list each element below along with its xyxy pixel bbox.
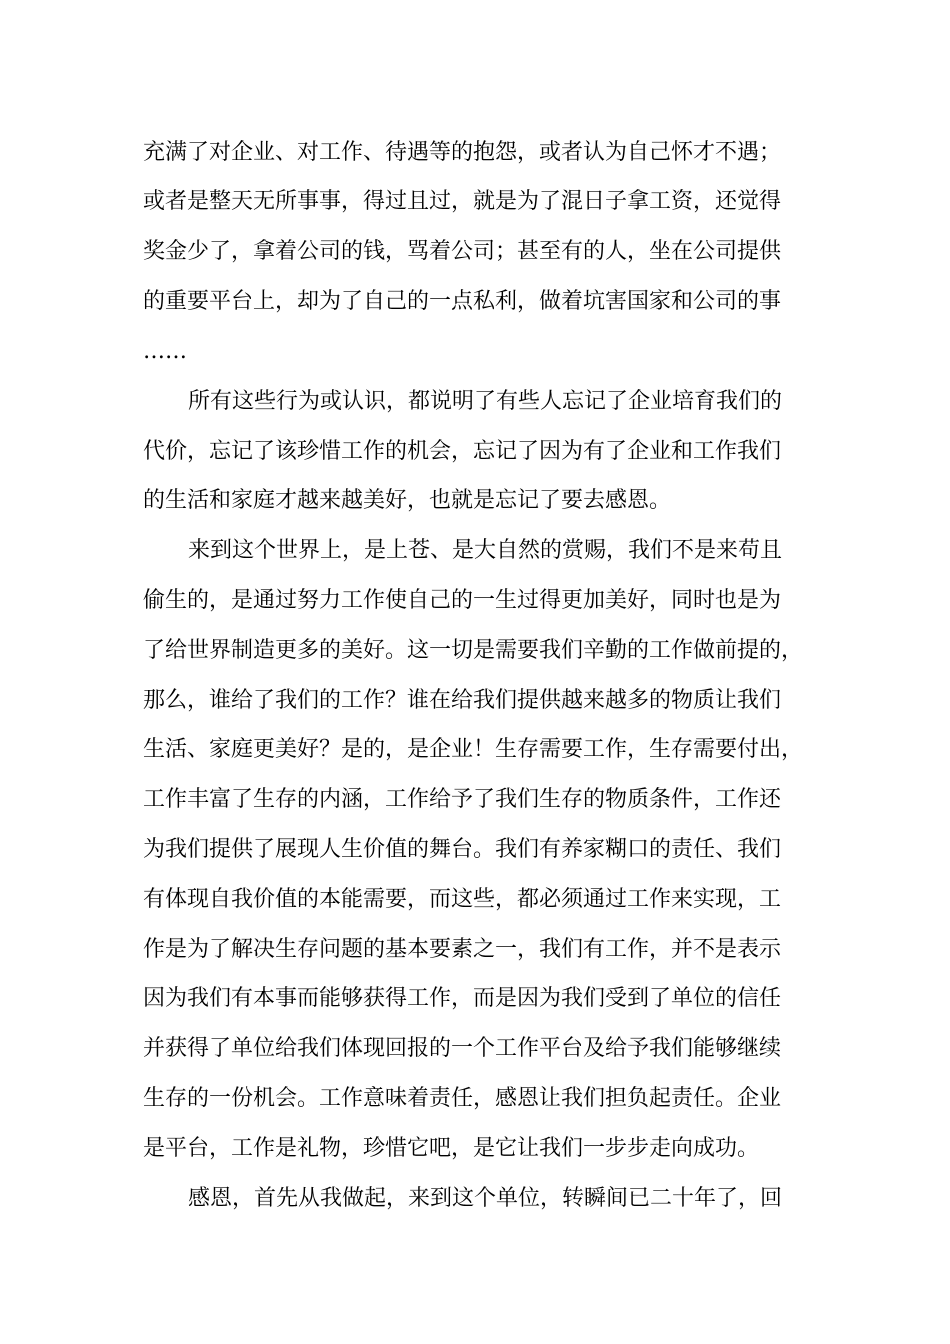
text-line: 是平台，工作是礼物，珍惜它吧，是它让我们一步步走向成功。: [143, 1136, 760, 1161]
text-line: 那么，谁给了我们的工作？谁在给我们提供越来越多的物质让我们: [143, 688, 782, 713]
text-line: 有体现自我价值的本能需要，而这些，都必须通过工作来实现，工: [143, 887, 782, 912]
text-line: 的重要平台上，却为了自己的一点私利，做着坑害国家和公司的事: [143, 289, 782, 314]
text-line: 因为我们有本事而能够获得工作，而是因为我们受到了单位的信任: [143, 986, 782, 1011]
text-line: 生活、家庭更美好？是的，是企业！生存需要工作，生存需要付出，: [143, 737, 804, 762]
text-line: 并获得了单位给我们体现回报的一个工作平台及给予我们能够继续: [143, 1036, 782, 1061]
text-line: 偷生的，是通过努力工作使自己的一生过得更加美好，同时也是为: [143, 588, 782, 613]
text-line: 作是为了解决生存问题的基本要素之一，我们有工作，并不是表示: [143, 937, 782, 962]
paragraph-first-line: 所有这些行为或认识，都说明了有些人忘记了企业培育我们的: [188, 389, 783, 414]
text-line: 工作丰富了生存的内涵，工作给予了我们生存的物质条件，工作还: [143, 787, 782, 812]
text-line: 或者是整天无所事事，得过且过，就是为了混日子拿工资，还觉得: [143, 189, 782, 214]
text-line: 充满了对企业、对工作、待遇等的抱怨，或者认为自己怀才不遇；: [143, 140, 782, 165]
text-line: ……: [143, 339, 187, 364]
text-line: 为我们提供了展现人生价值的舞台。我们有养家糊口的责任、我们: [143, 837, 782, 862]
text-line: 生存的一份机会。工作意味着责任，感恩让我们担负起责任。企业: [143, 1086, 782, 1111]
paragraph-first-line: 感恩，首先从我做起，来到这个单位，转瞬间已二十年了，回: [188, 1186, 783, 1211]
text-line: 了给世界制造更多的美好。这一切是需要我们辛勤的工作做前提的，: [143, 638, 804, 663]
text-line: 代价，忘记了该珍惜工作的机会，忘记了因为有了企业和工作我们: [143, 439, 782, 464]
paragraph-first-line: 来到这个世界上，是上苍、是大自然的赏赐，我们不是来苟且: [188, 538, 783, 563]
text-line: 的生活和家庭才越来越美好，也就是忘记了要去感恩。: [143, 488, 672, 513]
text-line: 奖金少了，拿着公司的钱，骂着公司；甚至有的人，坐在公司提供: [143, 239, 782, 264]
